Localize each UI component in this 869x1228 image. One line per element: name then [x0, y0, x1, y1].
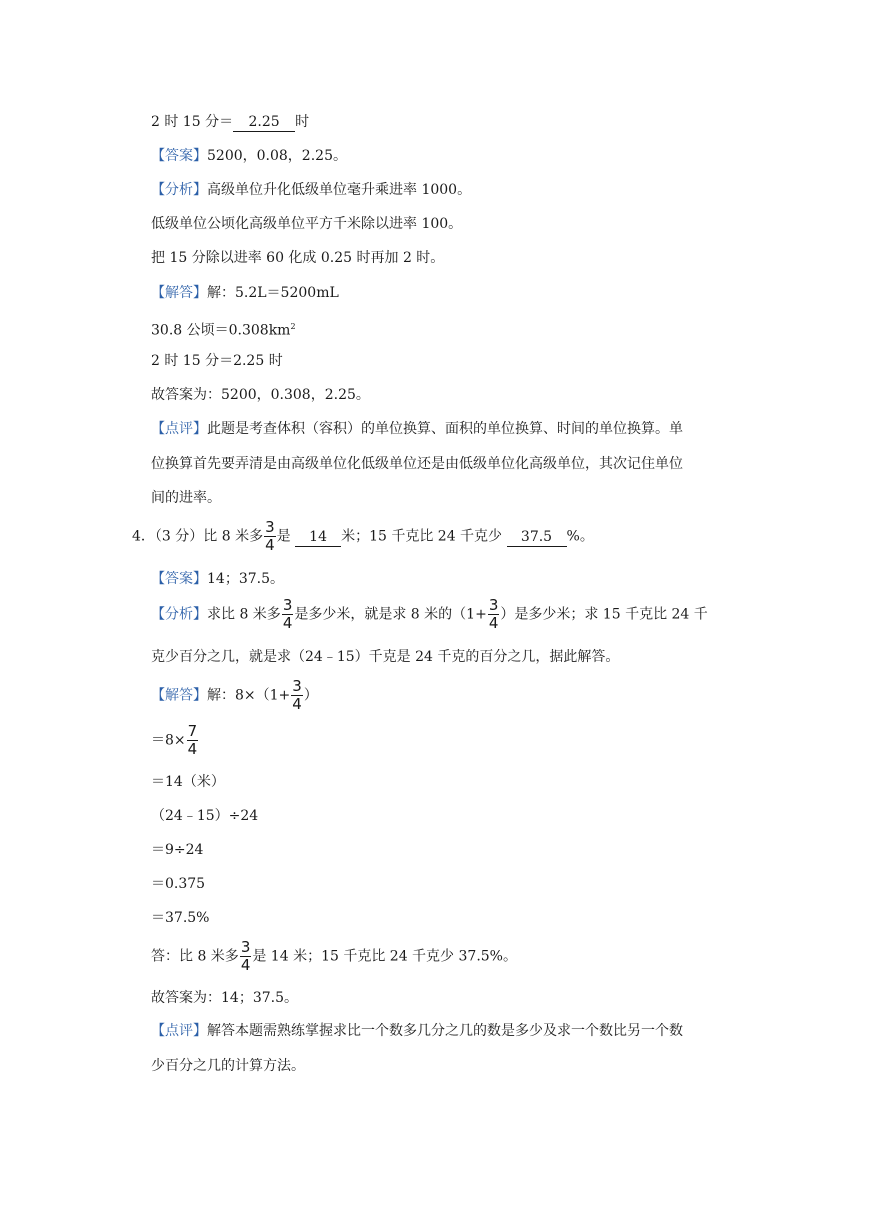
question-text: 米；15 千克比 24 千克少: [341, 528, 503, 545]
conversion-line-time: [151, 111, 309, 133]
answer-statement: [151, 940, 517, 973]
comment-text-line: 位换算首先要弄清是由高级单位化低级单位还是由低级单位化高级单位，其次记住单位: [151, 456, 683, 472]
comment-text: 此题是考查体积（容积）的单位换算、面积的单位换算、时间的单位换算。单: [207, 421, 683, 437]
solution-step: ＝37.5%: [151, 910, 210, 926]
question-text: 是: [276, 528, 291, 545]
analysis-text: 高级单位升化低级单位毫升乘进率 1000。: [207, 182, 472, 198]
line-text: 2 时 15 分＝: [151, 114, 234, 130]
answer-blank-2: 37.5: [507, 528, 567, 547]
solution-step: 故答案为：14；37.5。: [151, 990, 298, 1006]
fraction-3-4: [291, 679, 303, 712]
fraction-7-4: [187, 724, 199, 757]
answer-line: [151, 568, 284, 590]
question-text: %。: [566, 528, 594, 545]
denominator: 4: [265, 536, 275, 554]
solution-step: ＝9÷24: [151, 842, 204, 858]
solution-step: [151, 724, 199, 757]
comment-line: [151, 418, 683, 440]
comment-tag: 【点评】: [151, 421, 207, 437]
denominator: 4: [282, 614, 293, 632]
analysis-text-line: 低级单位公顷化高级单位平方千米除以进率 100。: [151, 216, 463, 232]
analysis-tag: 【分析】: [151, 182, 207, 198]
comment-text-line: 间的进率。: [151, 490, 221, 506]
answer-line: [151, 145, 347, 167]
solution-line: [151, 282, 339, 304]
analysis-text-line: 克少百分之几，就是求（24﹣15）千克是 24 千克的百分之几，据此解答。: [151, 649, 620, 665]
comment-text: 解答本题需熟练掌握求比一个数多几分之几的数是多少及求一个数比另一个数: [207, 1023, 683, 1039]
numerator: 3: [292, 677, 302, 695]
solution-text: ＝8×: [151, 732, 186, 749]
numerator: 3: [240, 938, 251, 956]
answer-text: 14；37.5。: [207, 571, 284, 587]
answer-tag: 【答案】: [151, 571, 207, 587]
solution-step: ＝0.375: [151, 876, 206, 892]
solution-step: [151, 316, 296, 342]
answer-tag: 【答案】: [151, 148, 207, 164]
solution-line: [151, 679, 318, 712]
analysis-tag: 【分析】: [151, 606, 207, 623]
superscript: 2: [290, 322, 296, 331]
analysis-text-line: 把 15 分除以进率 60 化成 0.25 时再加 2 时。: [151, 250, 445, 266]
denominator: 4: [292, 695, 302, 713]
solution-tag: 【解答】: [151, 285, 207, 301]
analysis-text: 求比 8 米多: [207, 606, 281, 623]
answer-text: 5200，0.08，2.25。: [207, 148, 347, 164]
analysis-text: 是多少米，就是求 8 米的（1+: [294, 606, 487, 623]
solution-text: 是 14 米；15 千克比 24 千克少 37.5%。: [252, 948, 517, 965]
solution-step: 2 时 15 分＝2.25 时: [151, 353, 283, 369]
solution-tag: 【解答】: [151, 687, 207, 704]
question-text: 4．（3 分）比 8 米多: [132, 528, 264, 545]
numerator: 3: [488, 596, 499, 614]
fraction-3-4: [264, 520, 276, 553]
solution-step: 故答案为：5200，0.308，2.25。: [151, 387, 370, 403]
analysis-text: ）是多少米；求 15 千克比 24 千: [500, 606, 708, 623]
solution-text: 解：8×（1+: [207, 687, 291, 704]
solution-text: 答：比 8 米多: [151, 948, 239, 965]
solution-step: ＝14（米）: [151, 774, 225, 790]
numerator: 7: [187, 722, 198, 740]
comment-line: [151, 1020, 683, 1042]
denominator: 4: [488, 614, 499, 632]
question-4: [132, 520, 594, 553]
fraction-3-4: [488, 598, 500, 631]
line-text: 时: [295, 114, 310, 130]
comment-text-line: 少百分之几的计算方法。: [151, 1058, 305, 1074]
denominator: 4: [187, 740, 198, 758]
numerator: 3: [265, 518, 275, 536]
answer-blank-1: 14: [295, 528, 341, 547]
fraction-3-4: [282, 598, 294, 631]
solution-text: ）: [303, 687, 318, 704]
analysis-line: [151, 179, 471, 201]
solution-text: 30.8 公顷＝0.308km: [151, 322, 291, 339]
analysis-line: [151, 598, 708, 631]
answer-blank: 2.25: [233, 113, 295, 132]
numerator: 3: [282, 596, 293, 614]
fraction-3-4: [240, 940, 252, 973]
solution-step: （24﹣15）÷24: [151, 808, 259, 824]
comment-tag: 【点评】: [151, 1023, 207, 1039]
denominator: 4: [240, 956, 251, 974]
solution-text: 解：5.2L＝5200mL: [207, 285, 339, 301]
